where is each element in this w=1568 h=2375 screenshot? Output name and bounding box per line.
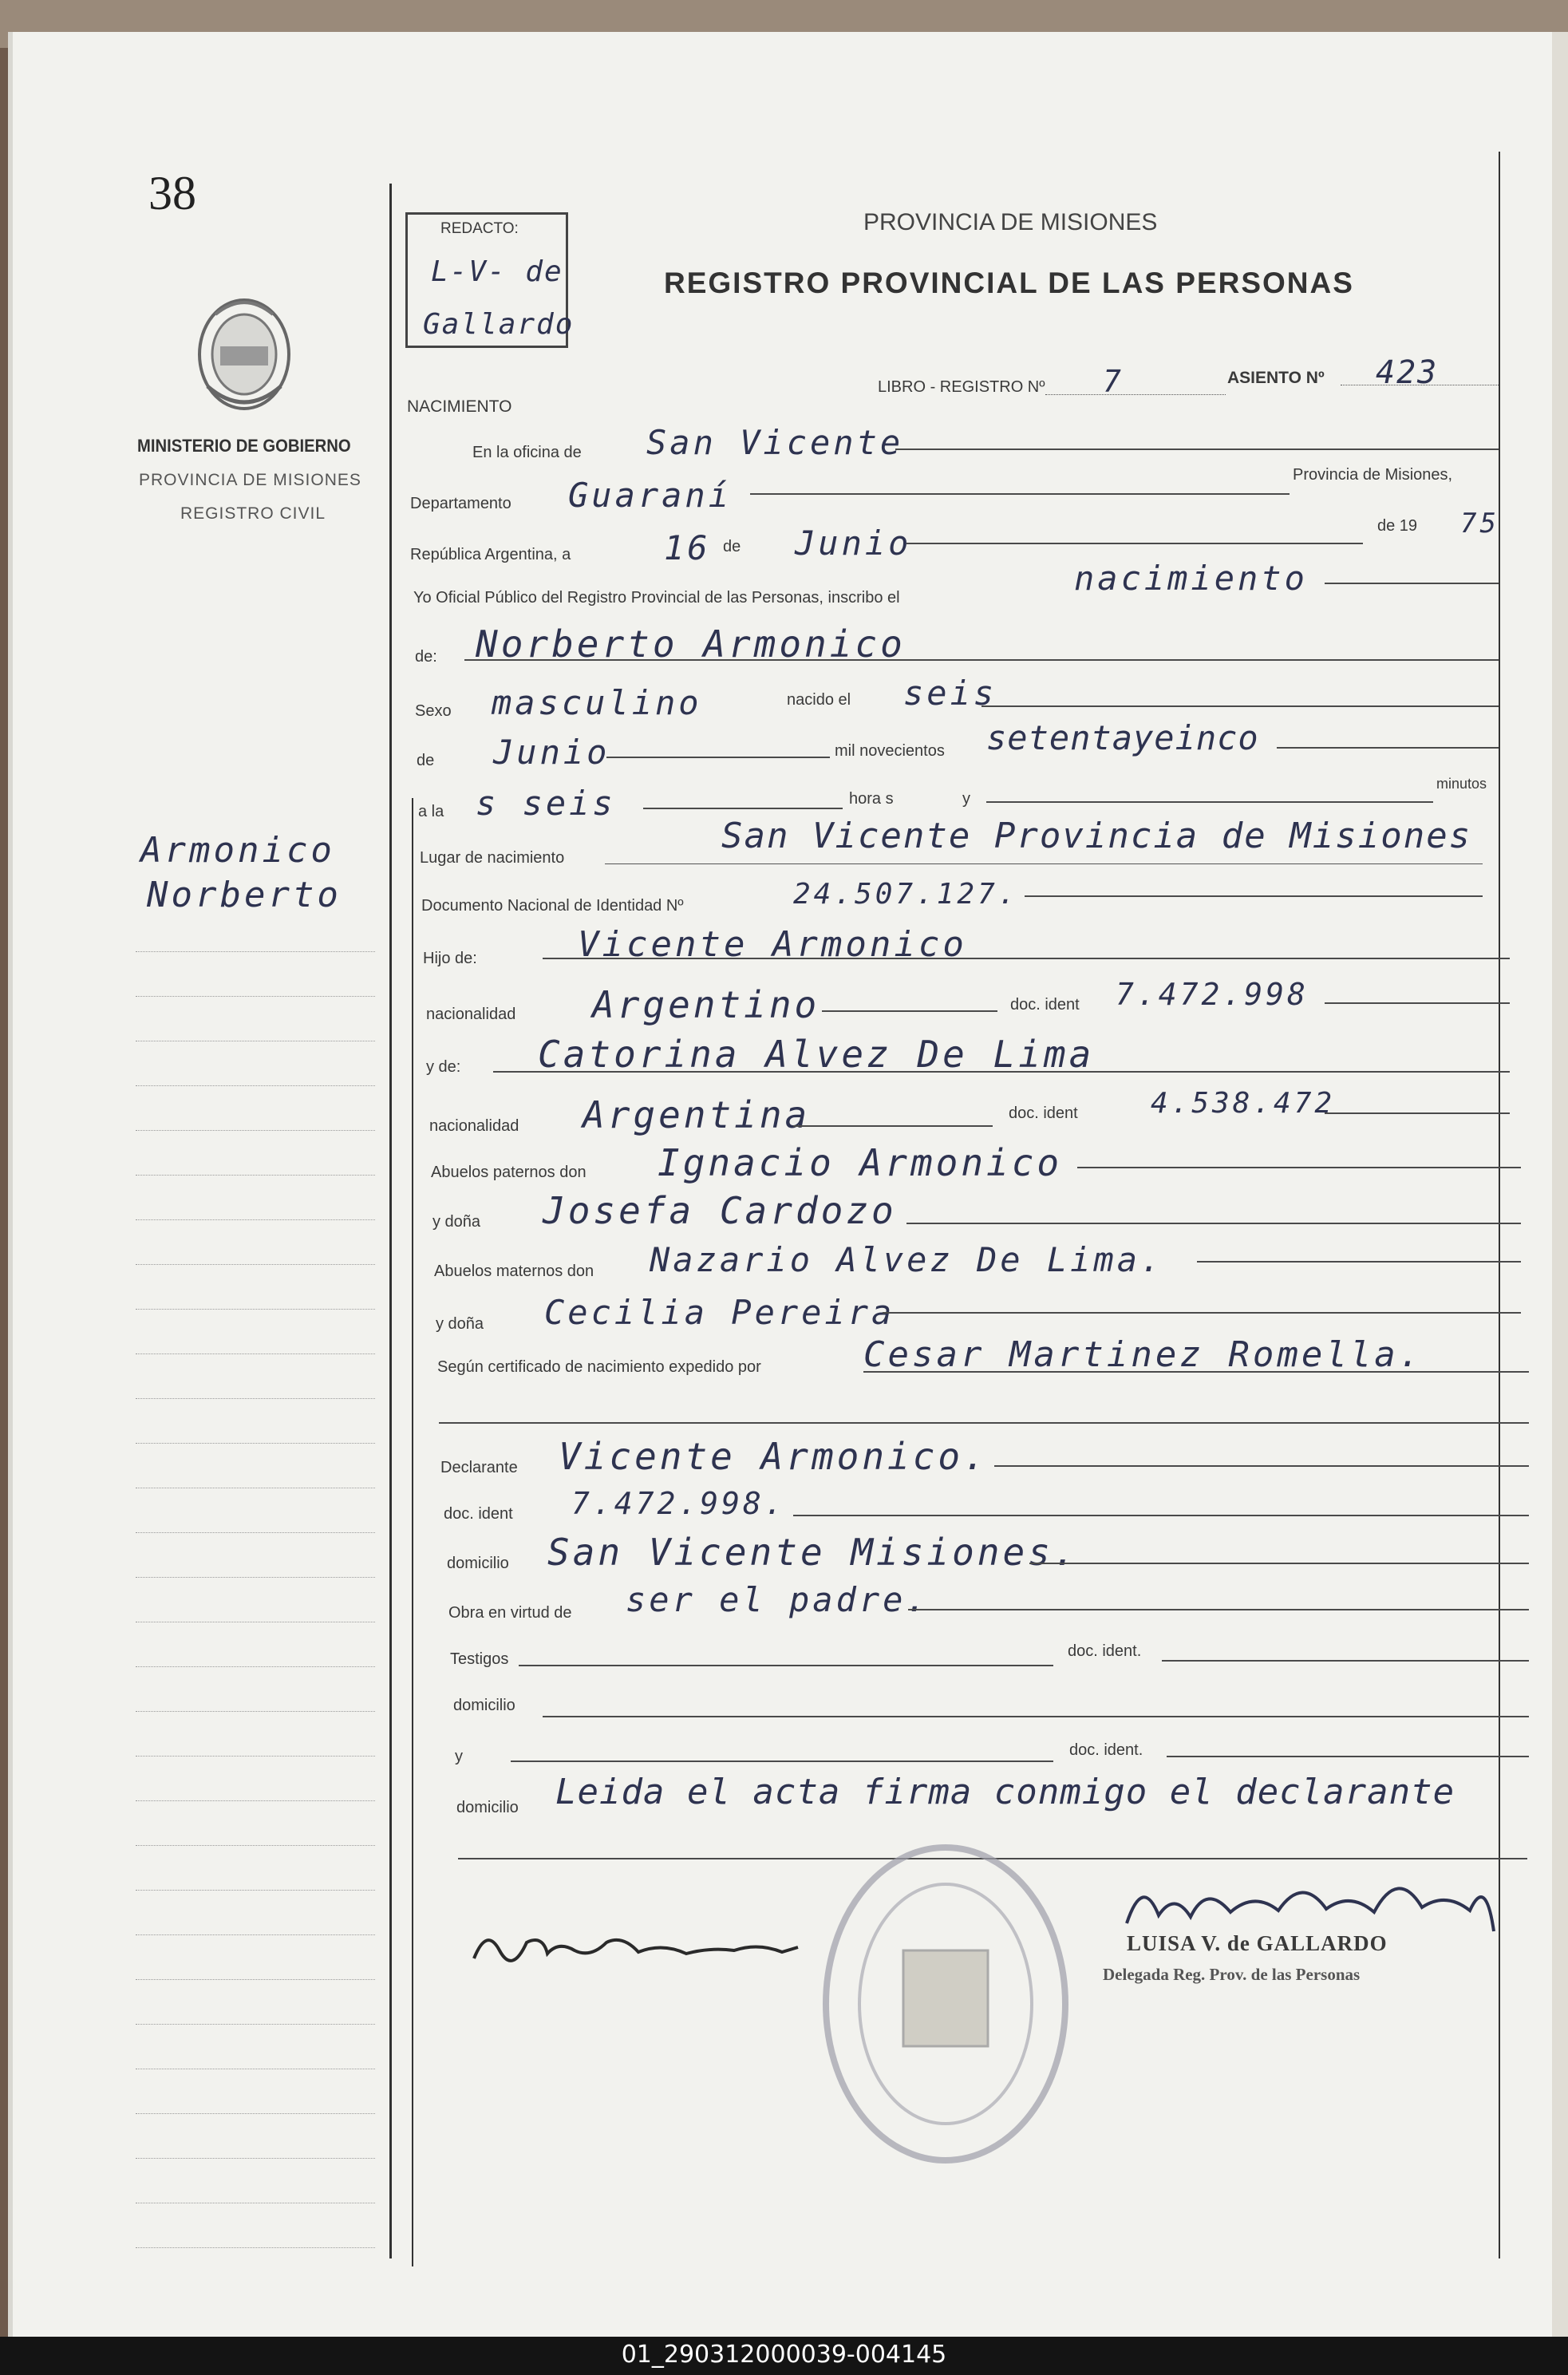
lugar-value: San Vicente Provincia de Misiones — [721, 816, 1472, 856]
registry-seal-icon — [814, 1839, 1077, 2169]
testdoc-line — [1162, 1660, 1529, 1662]
lugar-line — [605, 863, 1483, 864]
redacto-value-2: Gallardo — [423, 308, 575, 341]
mil-label: mil novecientos — [835, 742, 945, 760]
hora-line — [643, 808, 843, 809]
obra-label: Obra en virtud de — [448, 1604, 572, 1622]
hora-value: s seis — [476, 784, 616, 823]
nacido-value: seis — [903, 674, 997, 713]
departamento-label: Departamento — [410, 495, 511, 512]
section-title: NACIMIENTO — [407, 397, 512, 416]
page-number: 38 — [148, 167, 196, 219]
provincia-suffix: Provincia de Misiones, — [1293, 466, 1453, 484]
y2-label: y — [455, 1748, 463, 1765]
nac2-line — [793, 1125, 993, 1127]
header-province: PROVINCIA DE MISIONES — [863, 209, 1158, 235]
de2-label: de: — [415, 648, 437, 666]
page-edge — [1552, 32, 1568, 2338]
madre-line — [493, 1071, 1510, 1073]
dia-value: 16 — [664, 528, 711, 567]
asiento-label: ASIENTO Nº — [1227, 369, 1325, 387]
hijo-value: Vicente Armonico — [578, 924, 967, 965]
republica-label: República Argentina, a — [410, 546, 571, 563]
cert-value: Cesar Martinez Romella. — [863, 1334, 1424, 1375]
header-title: REGISTRO PROVINCIAL DE LAS PERSONAS — [664, 267, 1354, 299]
redacto-label: REDACTO: — [440, 220, 519, 237]
docdecl-line — [793, 1515, 1529, 1516]
redacto-value-1: L-V- de — [431, 255, 563, 288]
domicilio2-label: domicilio — [453, 1697, 515, 1714]
mes2-value: Junio — [493, 733, 610, 772]
ala-label: a la — [418, 803, 444, 820]
doc1-value: 7.472.998 — [1116, 977, 1309, 1012]
domicilio2-line — [543, 1716, 1529, 1717]
y-label: y — [962, 790, 970, 808]
abp-label: Abuelos paternos don — [431, 1164, 587, 1181]
abp-value: Ignacio Armonico — [658, 1141, 1063, 1184]
ydona1-value: Josefa Cardozo — [543, 1189, 897, 1232]
sexo-label: Sexo — [415, 702, 452, 720]
ministry-province: PROVINCIA DE MISIONES — [139, 471, 361, 489]
leida-value: Leida el acta firma conmigo el declarante — [555, 1772, 1455, 1812]
cert-line-2 — [439, 1422, 1529, 1424]
nombre-line — [464, 659, 1499, 661]
margin-surname: Armonico — [140, 830, 335, 871]
cert-label: Según certificado de nacimiento expedido por — [437, 1358, 761, 1376]
departamento-value: Guaraní — [568, 476, 733, 515]
declarante-line — [994, 1465, 1529, 1467]
inscribo-line — [1325, 583, 1499, 584]
libro-value: 7 — [1103, 364, 1124, 399]
mes-value: Junio — [795, 524, 912, 563]
nacido-line — [981, 705, 1499, 707]
form-left-rule — [389, 184, 392, 2258]
testigos-line — [519, 1665, 1053, 1666]
testdoc-label: doc. ident. — [1068, 1642, 1142, 1660]
libro-line — [1045, 394, 1226, 395]
form-inner-rule — [412, 798, 413, 2266]
mes2-line — [606, 757, 830, 758]
minutos-line — [986, 801, 1433, 803]
declarante-label: Declarante — [440, 1459, 518, 1476]
abm-line — [1197, 1261, 1521, 1263]
hijo-line — [543, 958, 1510, 959]
anio-label: de 19 — [1377, 517, 1418, 535]
domicilio-value: San Vicente Misiones. — [547, 1531, 1079, 1574]
lugar-label: Lugar de nacimiento — [420, 849, 565, 867]
ministry-registry: REGISTRO CIVIL — [180, 504, 326, 523]
nac2-label: nacionalidad — [429, 1117, 519, 1135]
ydona2-value: Cecilia Pereira — [544, 1293, 895, 1332]
testdoc2-line — [1167, 1756, 1529, 1757]
testigos-label: Testigos — [450, 1650, 509, 1668]
y2-line — [511, 1761, 1053, 1762]
footer-filename: 01_290312000039-004145 — [621, 2341, 947, 2369]
official-title: Delegada Reg. Prov. de las Personas — [1103, 1965, 1361, 1984]
de-label: de — [723, 538, 741, 555]
doc2-label: doc. ident — [1009, 1105, 1078, 1122]
dni-label: Documento Nacional de Identidad Nº — [421, 897, 684, 915]
declarante-signature-icon — [471, 1919, 806, 1974]
oficina-label: En la oficina de — [472, 444, 582, 461]
fecha-line — [906, 543, 1363, 544]
hijo-label: Hijo de: — [423, 950, 477, 967]
ydona1-line — [906, 1223, 1521, 1224]
docdecl-label: doc. ident — [444, 1505, 513, 1523]
hora-label: hora s — [849, 790, 894, 808]
abm-label: Abuelos maternos don — [434, 1263, 594, 1280]
ydona1-label: y doña — [432, 1213, 481, 1231]
domicilio-line — [1029, 1563, 1529, 1564]
nac1-label: nacionalidad — [426, 1006, 516, 1023]
official-name: LUISA V. de GALLARDO — [1127, 1931, 1388, 1955]
oficina-value: San Vicente — [646, 423, 904, 462]
testdoc2-label: doc. ident. — [1069, 1741, 1143, 1759]
nac1-line — [822, 1010, 997, 1012]
doc2-value: 4.538.472 — [1151, 1087, 1336, 1120]
dni-line — [1025, 895, 1483, 897]
ministry-title: MINISTERIO DE GOBIERNO — [137, 436, 351, 456]
inscribo-value: nacimiento — [1074, 559, 1308, 598]
abm-value: Nazario Alvez De Lima. — [650, 1240, 1164, 1279]
doc2-line — [1325, 1112, 1510, 1114]
dni-value: 24.507.127. — [793, 878, 1019, 911]
sexo-value: masculino — [492, 683, 702, 722]
obra-line — [908, 1609, 1529, 1610]
docdecl-value: 7.472.998. — [571, 1486, 786, 1521]
doc1-line — [1325, 1002, 1510, 1004]
nacido-label: nacido el — [787, 691, 851, 709]
oficial-text: Yo Oficial Público del Registro Provincial de las Personas, inscribo el — [413, 589, 900, 607]
de3-label: de — [417, 752, 435, 769]
abp-line — [1077, 1167, 1521, 1168]
anio-letras: setentayeinco — [986, 718, 1259, 757]
ydona2-line — [883, 1312, 1521, 1314]
declarante-value: Vicente Armonico. — [559, 1435, 989, 1478]
departamento-line — [750, 493, 1290, 495]
obra-value: ser el padre. — [626, 1580, 930, 1619]
margin-firstname: Norberto — [147, 875, 342, 915]
oficina-line — [895, 449, 1499, 450]
doc1-label: doc. ident — [1010, 996, 1080, 1014]
madre-value: Catorina Alvez De Lima — [538, 1033, 1095, 1076]
domicilio3-label: domicilio — [456, 1799, 519, 1816]
asiento-value: 423 — [1376, 354, 1439, 391]
nac1-value: Argentino — [592, 983, 820, 1026]
libro-label: LIBRO - REGISTRO Nº — [878, 378, 1045, 396]
anio-letras-line — [1277, 747, 1499, 749]
domicilio-label: domicilio — [447, 1555, 509, 1572]
nombre-value: Norberto Armonico — [476, 622, 906, 666]
ydona2-label: y doña — [436, 1315, 484, 1333]
provincial-crest-icon — [192, 290, 297, 417]
yde-label: y de: — [426, 1058, 461, 1076]
cert-line — [863, 1371, 1529, 1373]
minutos-label: minutos — [1436, 776, 1487, 792]
anio-value: 75 — [1460, 508, 1499, 539]
nac2-value: Argentina — [583, 1093, 811, 1136]
